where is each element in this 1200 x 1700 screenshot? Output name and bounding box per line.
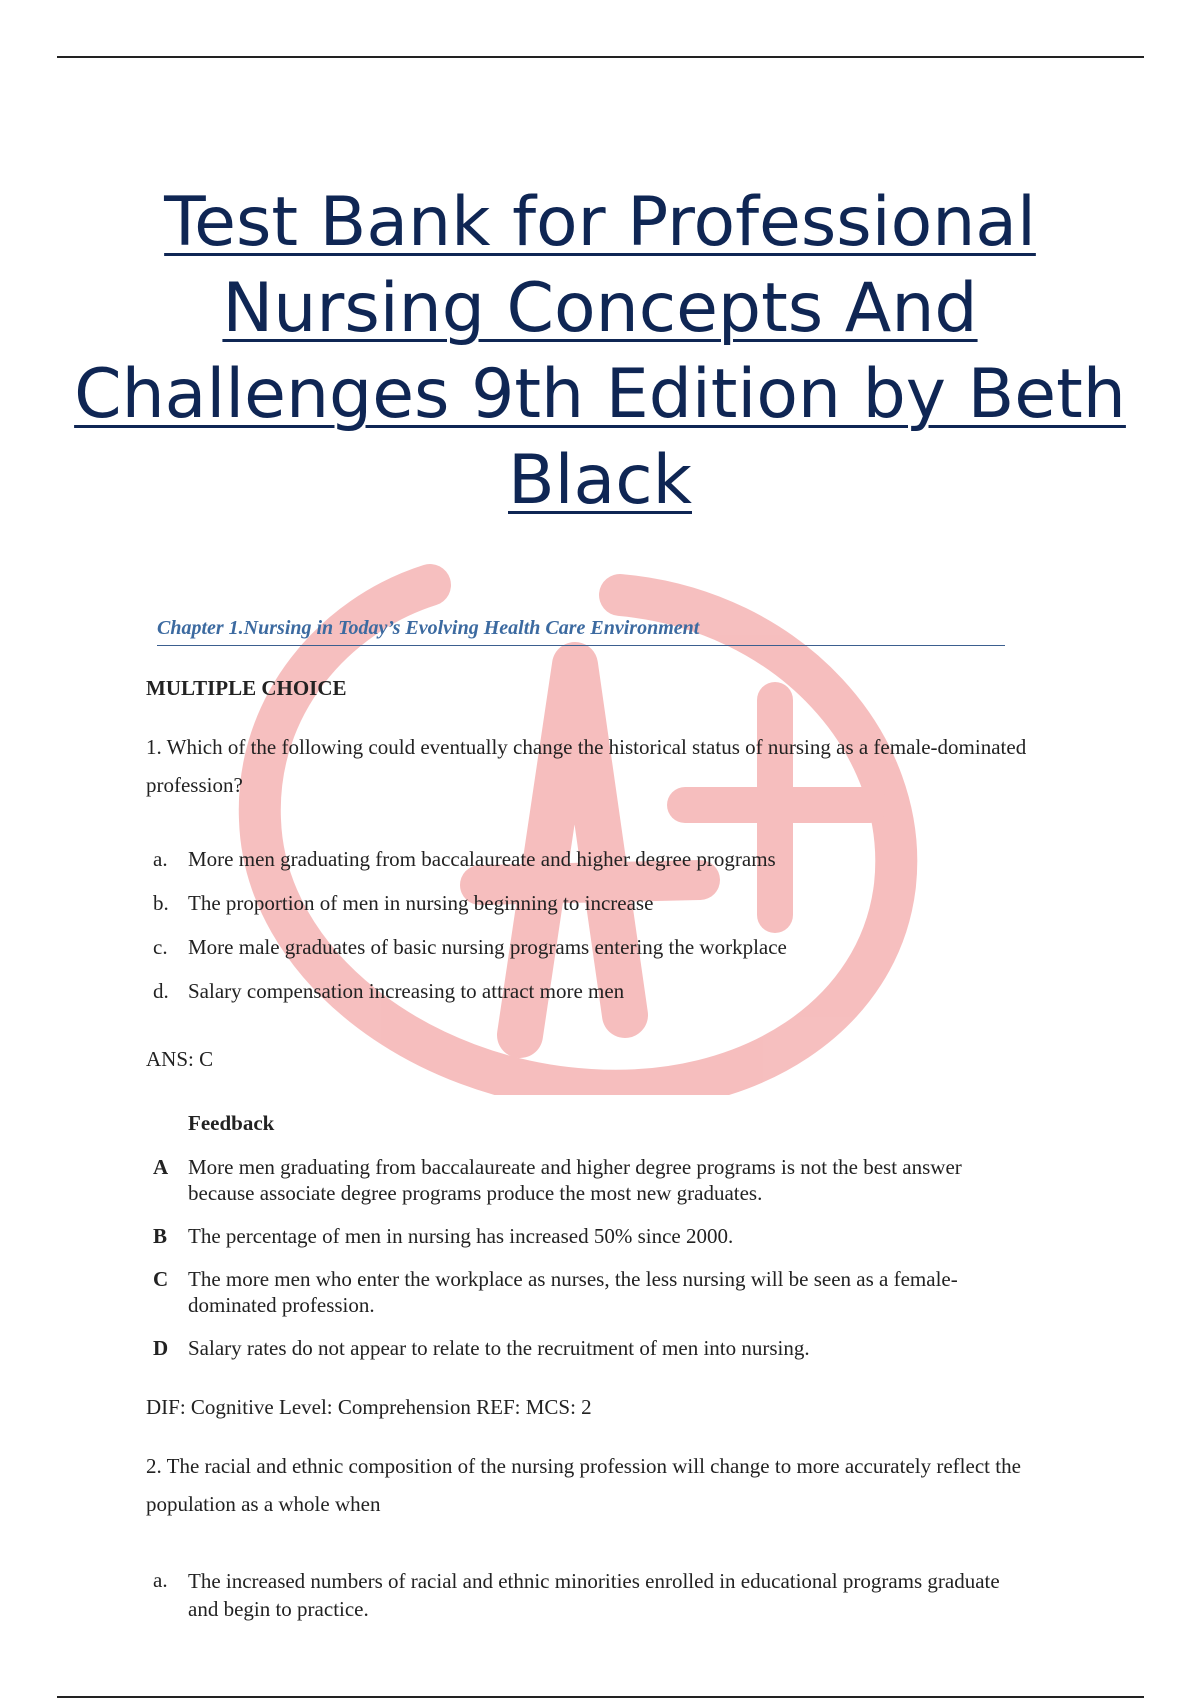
option-a bbox=[153, 846, 1076, 872]
option-letter: b. bbox=[153, 891, 169, 915]
option-text: More male graduates of basic nursing programs entering the workplace bbox=[188, 935, 787, 959]
answer-key: ANS: C bbox=[146, 1047, 214, 1071]
feedback-letter: B bbox=[153, 1224, 168, 1248]
feedback-text: The more men who enter the workplace as nurses, the less nursing will be seen as a female-dominated profession. bbox=[188, 1267, 958, 1317]
option-c bbox=[153, 934, 1076, 960]
option-letter: c. bbox=[153, 935, 168, 959]
option-letter: a. bbox=[153, 1568, 168, 1592]
question-2-options bbox=[153, 1567, 1076, 1623]
question-1: 1. Which of the following could eventually change the historical status of nursing as a female-dominated profession? bbox=[146, 735, 1027, 797]
title-line-1: Test Bank for Professional bbox=[164, 183, 1036, 262]
chapter-heading: Chapter 1.Nursing in Today’s Evolving Health Care Environment bbox=[157, 617, 1005, 646]
top-rule bbox=[57, 56, 1144, 58]
option-text: More men graduating from baccalaureate and higher degree programs bbox=[188, 847, 776, 871]
bottom-rule bbox=[57, 1696, 1144, 1698]
difficulty-reference: DIF: Cognitive Level: Comprehension REF: MCS: 2 bbox=[146, 1395, 592, 1419]
feedback-list bbox=[153, 1154, 1076, 1361]
option-a bbox=[153, 1567, 1076, 1623]
option-d bbox=[153, 978, 1076, 1004]
feedback-heading: Feedback bbox=[188, 1111, 275, 1135]
option-text: The increased numbers of racial and ethnic minorities enrolled in educational programs graduate and begin to practice. bbox=[188, 1569, 1000, 1621]
feedback-item-d bbox=[153, 1335, 1076, 1361]
option-letter: d. bbox=[153, 979, 169, 1003]
feedback-letter: D bbox=[153, 1336, 169, 1360]
feedback-item-b bbox=[153, 1223, 1076, 1249]
option-text: The proportion of men in nursing beginning to increase bbox=[188, 891, 654, 915]
feedback-letter: A bbox=[153, 1155, 169, 1179]
option-text: Salary compensation increasing to attract more men bbox=[188, 979, 625, 1003]
title-line-2: Nursing Concepts And bbox=[222, 269, 978, 348]
title-line-3: Challenges 9th Edition by Beth bbox=[74, 355, 1126, 434]
document-title bbox=[60, 180, 1140, 524]
feedback-letter: C bbox=[153, 1267, 169, 1291]
feedback-text: More men graduating from baccalaureate and higher degree programs is not the best answer because associate degree programs produce the most new graduates. bbox=[188, 1155, 962, 1205]
question-1-options bbox=[153, 846, 1076, 1004]
feedback-text: The percentage of men in nursing has increased 50% since 2000. bbox=[188, 1224, 734, 1248]
question-2: 2. The racial and ethnic composition of the nursing profession will change to more accurately reflect the population as a whole when bbox=[146, 1454, 1021, 1516]
feedback-text: Salary rates do not appear to relate to the recruitment of men into nursing. bbox=[188, 1336, 810, 1360]
option-b bbox=[153, 890, 1076, 916]
feedback-item-a bbox=[153, 1154, 1076, 1206]
test-bank-content bbox=[146, 676, 1076, 1641]
feedback-item-c bbox=[153, 1266, 1076, 1318]
section-heading: MULTIPLE CHOICE bbox=[146, 676, 347, 700]
title-line-4: Black bbox=[508, 441, 692, 520]
option-letter: a. bbox=[153, 847, 168, 871]
